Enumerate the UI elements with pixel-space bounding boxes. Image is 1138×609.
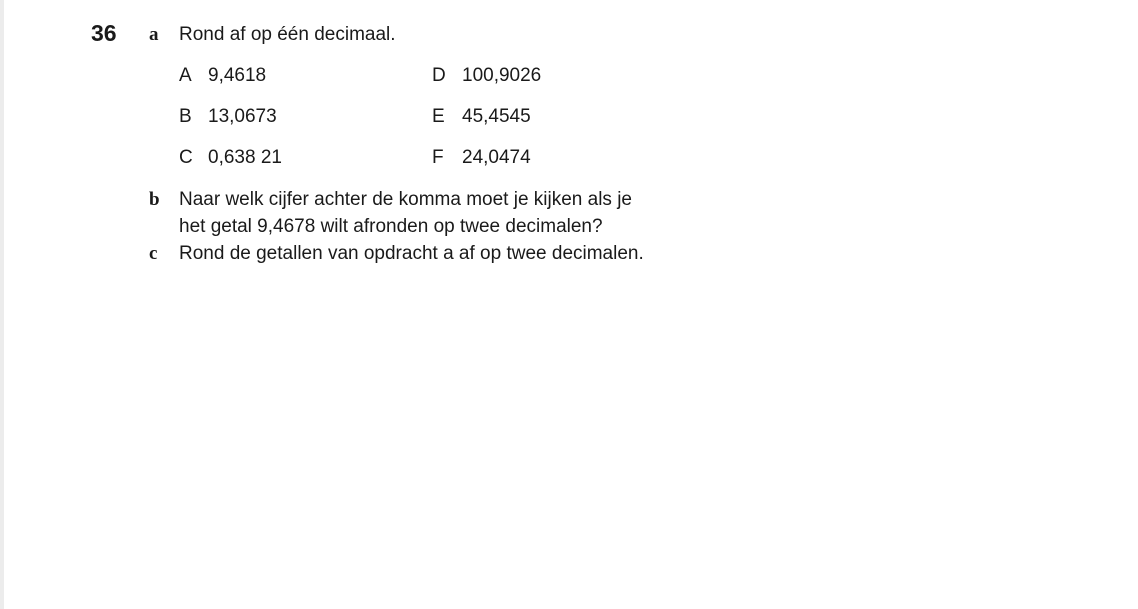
option-value: 24,0474 bbox=[462, 147, 531, 168]
option-value: 45,4545 bbox=[462, 106, 531, 127]
option-b bbox=[179, 106, 277, 128]
option-letter: A bbox=[179, 65, 192, 86]
option-value: 9,4618 bbox=[208, 65, 267, 86]
part-a-question: Rond af op één decimaal. bbox=[179, 24, 396, 45]
option-c bbox=[179, 147, 282, 169]
option-value: 0,638 21 bbox=[208, 147, 282, 168]
option-letter: B bbox=[179, 106, 192, 127]
option-letter: E bbox=[432, 106, 445, 127]
exercise-number: 36 bbox=[91, 20, 117, 46]
option-letter: D bbox=[432, 65, 446, 86]
option-e bbox=[432, 106, 531, 128]
part-c-question: Rond de getallen van opdracht a af op twee decimalen. bbox=[179, 243, 644, 264]
document-page bbox=[4, 0, 1138, 609]
part-b-label: b bbox=[149, 189, 160, 210]
option-value: 13,0673 bbox=[208, 106, 277, 127]
option-letter: C bbox=[179, 147, 193, 168]
part-c-label: c bbox=[149, 243, 158, 264]
option-value: 100,9026 bbox=[462, 65, 542, 86]
part-b-question-line2: het getal 9,4678 wilt afronden op twee decimalen? bbox=[179, 216, 603, 237]
option-letter: F bbox=[432, 147, 444, 168]
option-a bbox=[179, 65, 267, 87]
option-f bbox=[432, 147, 531, 169]
part-a-label: a bbox=[149, 24, 159, 45]
option-d bbox=[432, 65, 542, 87]
part-b-question-line1: Naar welk cijfer achter de komma moet je kijken als je bbox=[179, 189, 633, 210]
